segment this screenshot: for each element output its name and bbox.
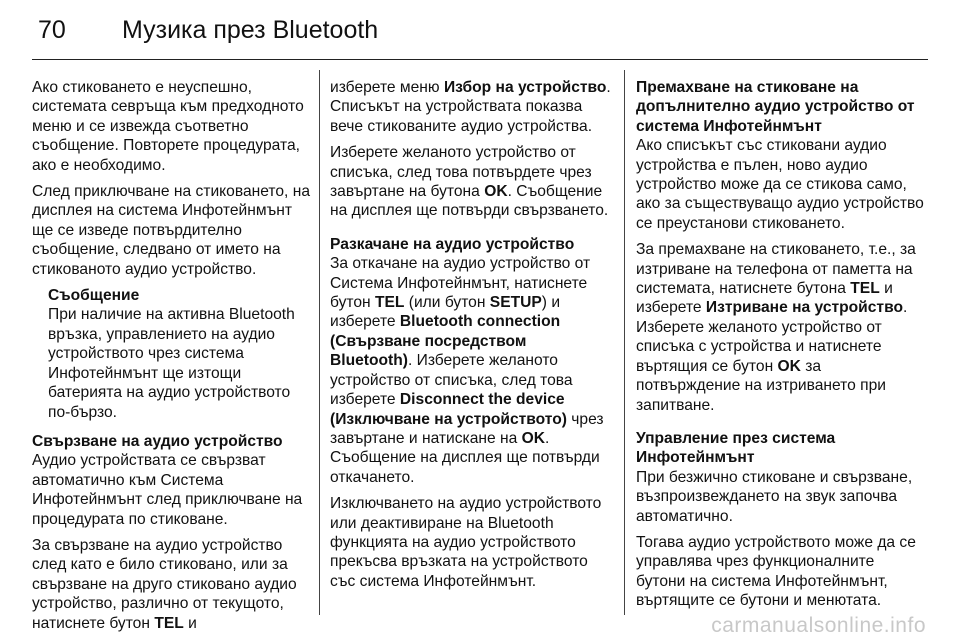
- paragraph: Аудио устройствата се свързват автоматично към Система Инфотейнмънт след приключване на процедурата по стиковане.: [32, 452, 303, 528]
- paragraph: Ако стиковането е неуспешно, системата севръща към предходното меню и се извежда съответно съобщение. Повторете процедурата, ако е необходимо.: [32, 79, 304, 174]
- paragraph: Тогава аудио устройството може да се управлява чрез функционалните бутони на система Инфотейнмънт, въртящите се бутони и менютата.: [636, 533, 916, 610]
- paragraph: Изберете желаното устройство от списъка, след това потвърдете чрез завъртане на бутона OK. Съобщение на дисплея ще потвърди свързването.: [330, 144, 609, 220]
- section-heading: Управление през система Инфотейнмънт: [636, 429, 836, 467]
- note-box: [32, 286, 310, 422]
- column-divider-2: [624, 70, 625, 615]
- section-heading: Разкачане на аудио устройство: [330, 235, 575, 253]
- column-1: [32, 78, 310, 640]
- menu-label: Изтриване на устройство: [705, 299, 903, 317]
- paragraph: За откачане на аудио устройство от Система Инфотейнмънт, натиснете бутон TEL (или бутон SETUP) и изберете Bluetooth connection (Свързване посредством Bluetooth). Изберете желаното устройство от списъка, след това изберете Disconnect the device (Изключване на устройството) чрез завъртане и натискане на OK. Съобщение на дисплея ще потвърди откачането.: [330, 255, 604, 486]
- page-header: [32, 14, 928, 54]
- note-title: Съобщение: [48, 287, 140, 305]
- key-label: OK: [484, 183, 508, 201]
- page-number: 70: [38, 16, 66, 44]
- key-label: OK: [777, 357, 801, 375]
- paragraph: За премахване на стиковането, т.е., за изтриване на телефона от паметта на системата, натиснете бутона TEL и изберете Изтриване на устройство. Изберете желаното устройство от списъка с устройства и натиснете въртящия се бутон OK за потвърждение на изтриването при запитване.: [636, 241, 916, 414]
- paragraph: Ако списъкът със стиковани аудио устройства е пълен, ново аудио устройство може да се стикова само, ако за съществуващо аудио устройство се преустанови стиковането.: [636, 137, 924, 232]
- menu-label: Избор на устройство: [443, 79, 607, 96]
- key-label: OK: [521, 429, 546, 447]
- section-heading: Премахване на стиковане на допълнително аудио устройство от система Инфотейнмънт: [636, 79, 915, 135]
- header-rule: [32, 59, 928, 60]
- paragraph: Изключването на аудио устройството или деактивиране на Bluetooth функцията на аудио устройството прекъсва връзката на устройството със система Инфотейнмънт.: [330, 495, 602, 590]
- column-divider-1: [319, 70, 320, 615]
- key-label: TEL: [850, 280, 880, 298]
- menu-label: Bluetooth connection (Свързване посредством Bluetooth): [330, 313, 561, 370]
- watermark: carmanualsonline.info: [711, 614, 926, 637]
- key-label: SETUP: [489, 294, 542, 312]
- section-heading: Свързване на аудио устройство: [32, 432, 283, 450]
- menu-label: Disconnect the device (Изключване на устройството): [330, 391, 567, 428]
- paragraph: За свързване на аудио устройство след като е било стиковано, или за свързване на друго стиковано аудио устройство, различно от текущото, натиснете бутон TEL и: [32, 536, 297, 632]
- note-text: При наличие на активна Bluetooth връзка, управлението на аудио устройството чрез система Инфотейнмънт ще изтощи батерията на аудио устройството по-бързо.: [48, 306, 295, 421]
- paragraph: изберете меню Избор на устройство. Списъкът на устройствата показва вече стикованите аудио устройства.: [330, 79, 611, 135]
- paragraph: След приключване на стиковането, на дисплея на система Инфотейнмънт ще се изведе потвърдително съобщение, следвано от името на стикованото аудио устройство.: [32, 183, 310, 278]
- column-3: [636, 78, 926, 618]
- key-label: TEL: [154, 614, 184, 632]
- paragraph: При безжично стиковане и свързване, възпроизвеждането на звук започва автоматично.: [636, 468, 913, 525]
- column-2: [330, 78, 613, 598]
- key-label: TEL: [374, 294, 405, 312]
- page-title: Музика през Bluetooth: [122, 16, 379, 44]
